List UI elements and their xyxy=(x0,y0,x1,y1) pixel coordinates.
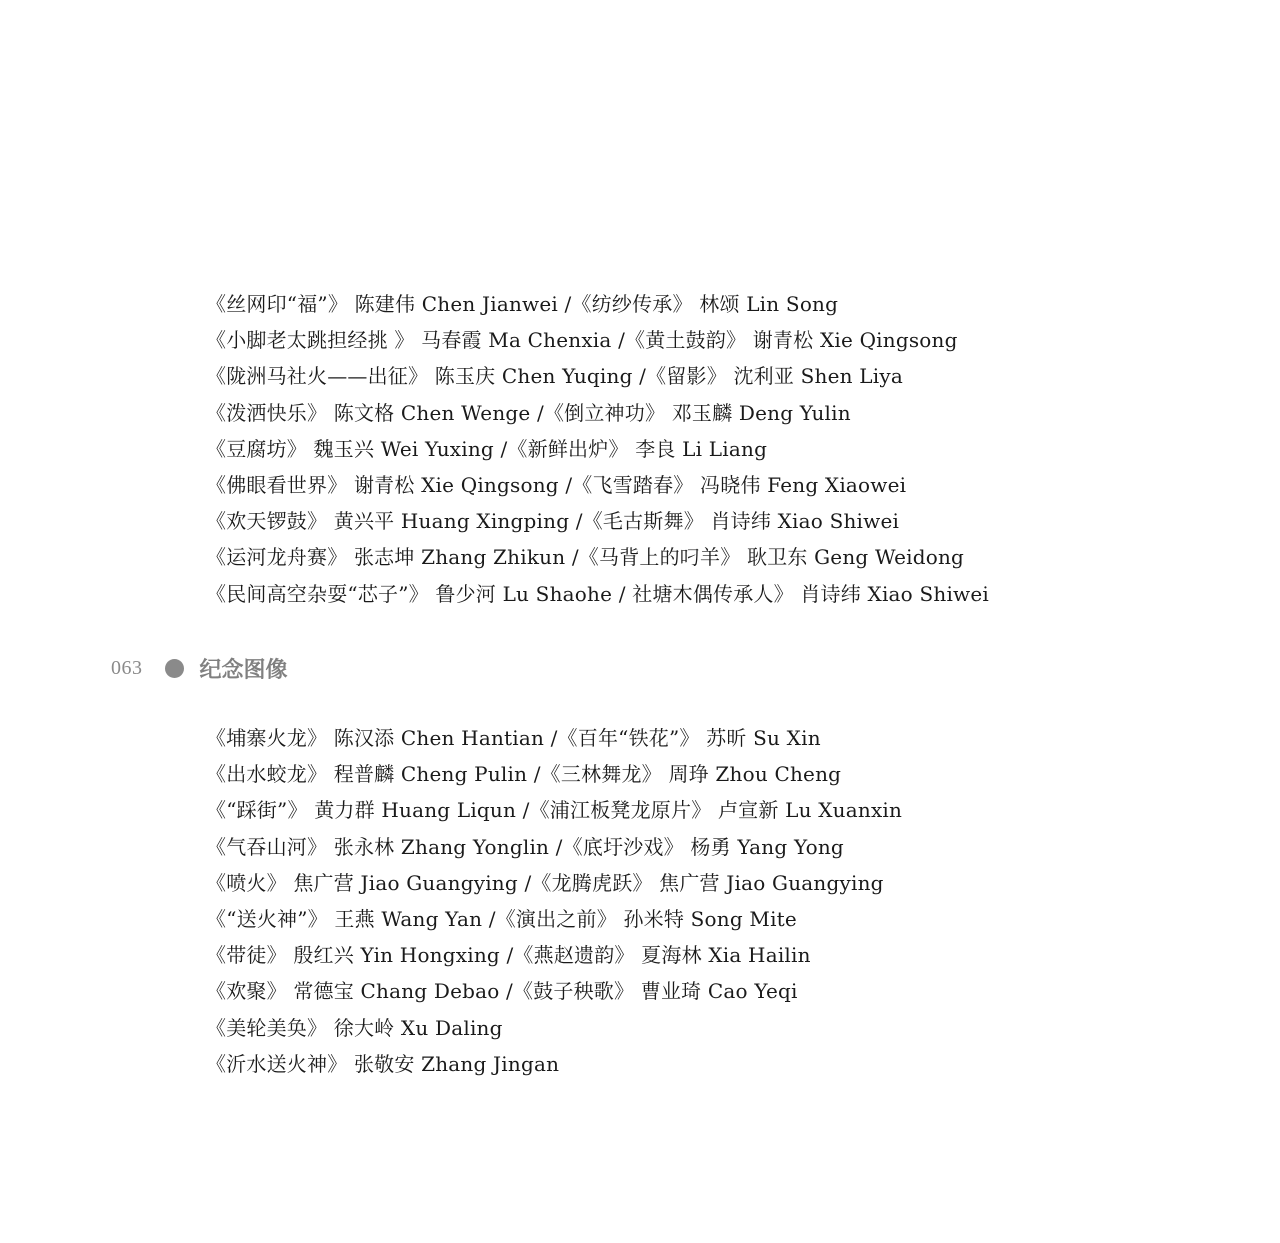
credit-line: 《美轮美奂》 徐大岭 Xu Daling xyxy=(206,1015,503,1040)
bullet-dot-icon xyxy=(165,659,184,678)
credit-line: 《“送火神”》 王燕 Wang Yan /《演出之前》 孙米特 Song Mite xyxy=(206,906,797,931)
credit-line: 《欢天锣鼓》 黄兴平 Huang Xingping /《毛古斯舞》 肖诗纬 Xiao Shiwei xyxy=(206,509,900,534)
credit-line: 《佛眼看世界》 谢青松 Xie Qingsong /《飞雪踏春》 冯晓伟 Feng Xiaowei xyxy=(206,472,907,497)
credit-line: 《“踩街”》 黄力群 Huang Liqun /《浦江板凳龙原片》 卢宣新 Lu Xuanxin xyxy=(206,798,903,823)
credit-line: 《欢聚》 常德宝 Chang Debao /《鼓子秧歌》 曹业琦 Cao Yeqi xyxy=(206,979,798,1004)
credit-line: 《泼洒快乐》 陈文格 Chen Wenge /《倒立神功》 邓玉麟 Deng Yulin xyxy=(206,400,851,425)
credit-line: 《民间高空杂耍“芯子”》 鲁少河 Lu Shaohe / 社塘木偶传承人》 肖诗纬 Xiao Shiwei xyxy=(206,581,990,606)
page-number: 063 xyxy=(111,656,143,679)
credit-line: 《陇洲马社火——出征》 陈玉庆 Chen Yuqing /《留影》 沈利亚 Shen Liya xyxy=(206,364,903,389)
credit-line: 《运河龙舟赛》 张志坤 Zhang Zhikun /《马背上的叼羊》 耿卫东 Geng Weidong xyxy=(206,545,965,570)
credit-line: 《出水蛟龙》 程普麟 Cheng Pulin /《三林舞龙》 周琤 Zhou Cheng xyxy=(206,762,842,787)
credit-line: 《喷火》 焦广营 Jiao Guangying /《龙腾虎跃》 焦广营 Jiao Guangying xyxy=(206,870,884,895)
credit-line: 《小脚老太跳担经挑 》 马春霞 Ma Chenxia /《黄土鼓韵》 谢青松 Xie Qingsong xyxy=(206,328,958,353)
section-header xyxy=(111,650,288,686)
credit-line: 《沂水送火神》 张敬安 Zhang Jingan xyxy=(206,1051,560,1076)
section-title: 纪念图像 xyxy=(199,657,288,683)
credit-line: 《带徒》 殷红兴 Yin Hongxing /《燕赵遗韵》 夏海林 Xia Hailin xyxy=(206,943,811,968)
credit-line: 《埔寨火龙》 陈汉添 Chen Hantian /《百年“铁花”》 苏昕 Su Xin xyxy=(206,726,821,750)
credit-line: 《气吞山河》 张永林 Zhang Yonglin /《底圩沙戏》 杨勇 Yang Yong xyxy=(206,834,844,859)
credit-line: 《丝网印“福”》 陈建伟 Chen Jianwei /《纺纱传承》 林颂 Lin Song xyxy=(206,292,839,316)
credits-list-top xyxy=(206,286,989,612)
credits-list-bottom xyxy=(206,720,902,1082)
credit-line: 《豆腐坊》 魏玉兴 Wei Yuxing /《新鲜出炉》 李良 Li Liang xyxy=(206,436,768,461)
